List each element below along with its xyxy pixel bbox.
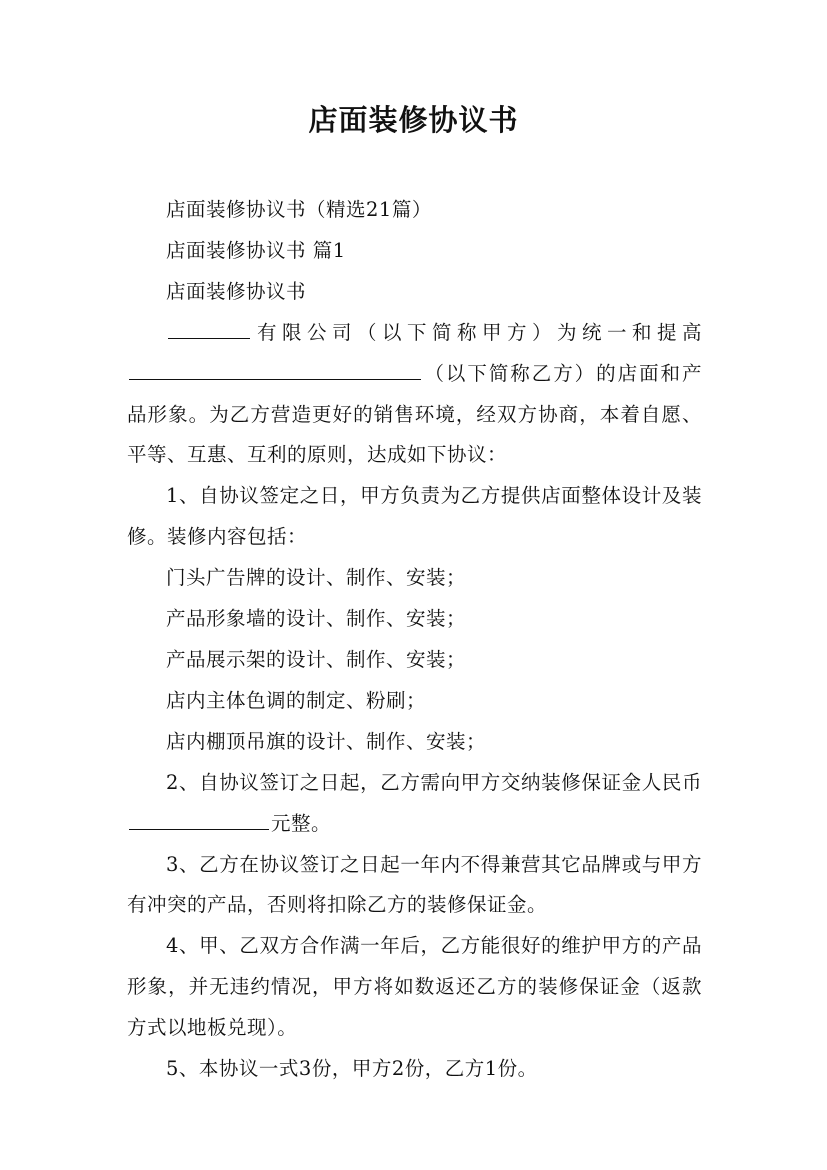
clause-5: 5、本协议一式3份，甲方2份，乙方1份。 xyxy=(166,1057,538,1081)
party-b-blank xyxy=(129,378,421,380)
clause-2-text-a: 2、自协议签订之日起，乙方需向甲方交纳装修保证金人民币 xyxy=(166,770,702,794)
intro-text-a: 有限公司（以下简称甲方）为统一和提高 xyxy=(252,320,702,344)
item-display-rack: 产品展示架的设计、制作、安装； xyxy=(166,647,467,671)
clause-2-text-b: 元整。 xyxy=(271,811,332,835)
clause-1: 1、自协议签定之日，甲方负责为乙方提供店面整体设计及装修。装修内容包括： xyxy=(127,484,702,549)
item-signboard: 门头广告牌的设计、制作、安装； xyxy=(166,566,467,590)
intro-paragraph xyxy=(127,313,702,477)
intro-text-b: （以下简称乙方）的店面和产品形象。为乙方营造更好的销售环境，经双方协商，本着自愿、平等、互惠、互利的原则，达成如下协议： xyxy=(127,361,702,467)
clause-2 xyxy=(127,763,702,845)
clause-4: 4、甲、乙双方合作满一年后，乙方能很好的维护甲方的产品形象，并无违约情况，甲方将如数返还乙方的装修保证金（返款方式以地板兑现）。 xyxy=(127,934,702,1040)
party-a-blank xyxy=(168,337,250,339)
section-heading: 店面装修协议书 篇1 xyxy=(166,238,346,262)
document-body xyxy=(127,190,702,1090)
item-image-wall: 产品形象墙的设计、制作、安装； xyxy=(166,607,467,631)
item-ceiling-flags: 店内棚顶吊旗的设计、制作、安装； xyxy=(166,729,487,753)
clause-3: 3、乙方在协议签订之日起一年内不得兼营其它品牌或与甲方有冲突的产品，否则将扣除乙方的装修保证金。 xyxy=(127,852,702,917)
deposit-amount-blank xyxy=(129,828,269,830)
document-title: 店面装修协议书 xyxy=(308,103,519,137)
subtitle-paragraph: 店面装修协议书（精选21篇） xyxy=(166,198,432,221)
agreement-heading: 店面装修协议书 xyxy=(166,279,307,303)
item-color-scheme: 店内主体色调的制定、粉刷； xyxy=(166,688,427,712)
